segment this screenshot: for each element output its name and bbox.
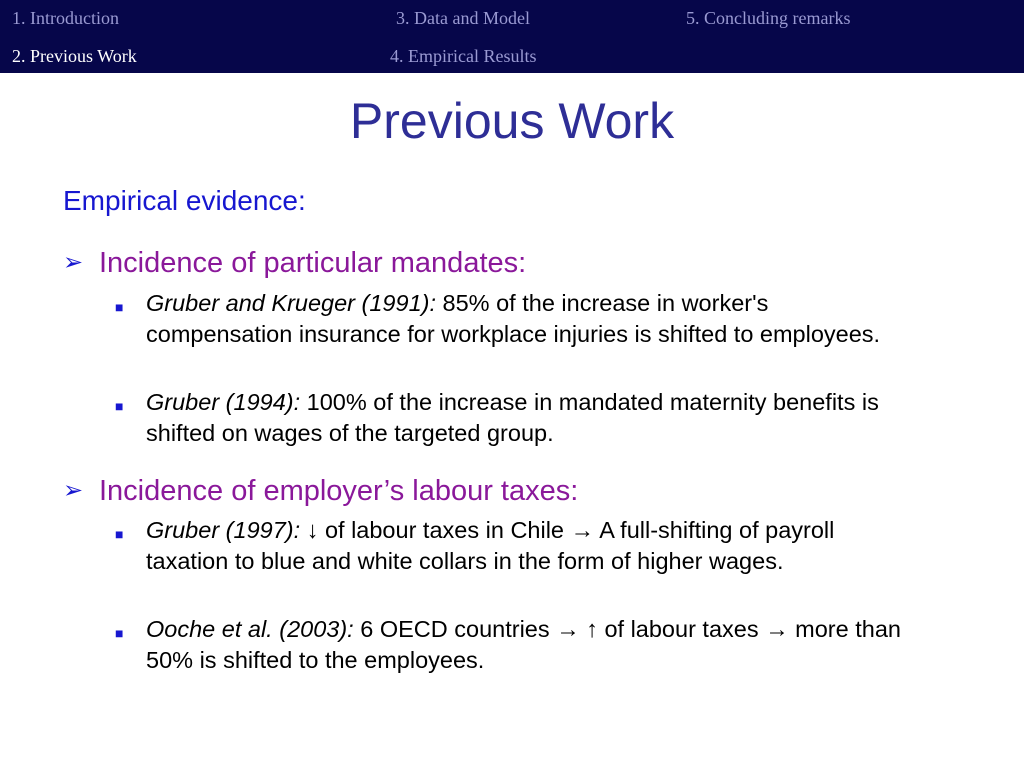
bullet-text: 100% of the increase in mandated maternity benefits is shifted on wages of the targeted group. — [146, 389, 879, 446]
bullet-item — [115, 387, 915, 449]
nav-item-data-and-model[interactable]: 3. Data and Model — [396, 8, 530, 28]
square-bullet-icon: ■ — [115, 625, 124, 641]
nav-item-empirical-results[interactable]: 4. Empirical Results — [390, 46, 537, 66]
square-bullet-icon: ■ — [115, 398, 124, 414]
citation: Gruber and Krueger (1991): — [146, 290, 436, 316]
citation: Ooche et al. (2003): — [146, 616, 354, 642]
bullet-text: ↓ of labour taxes in Chile → A full-shifting of payroll taxation to blue and white collars in the form of higher wages. — [146, 517, 835, 574]
bullet-text: 6 OECD countries → ↑ of labour taxes → more than 50% is shifted to the employees. — [146, 616, 901, 673]
top-navigation-bar — [0, 0, 1024, 73]
arrow-bullet-icon: ➢ — [63, 477, 84, 504]
citation: Gruber (1997): — [146, 517, 301, 543]
bullet-group-heading — [63, 474, 578, 508]
bullet-item — [115, 614, 915, 676]
square-bullet-icon: ■ — [115, 299, 124, 315]
square-bullet-icon: ■ — [115, 526, 124, 542]
section-heading: Empirical evidence: — [63, 185, 306, 216]
bullet-group-heading-text: Incidence of particular mandates: — [99, 247, 527, 279]
arrow-bullet-icon: ➢ — [63, 249, 84, 276]
nav-item-concluding-remarks[interactable]: 5. Concluding remarks — [686, 8, 851, 28]
bullet-item — [115, 288, 915, 350]
bullet-item — [115, 515, 915, 577]
nav-item-introduction[interactable]: 1. Introduction — [12, 8, 119, 28]
slide-title: Previous Work — [349, 93, 675, 149]
bullet-group-heading-text: Incidence of employer’s labour taxes: — [99, 475, 579, 507]
bullet-group-heading — [63, 246, 526, 280]
bullet-text: 85% of the increase in worker's compensation insurance for workplace injuries is shifted to employees. — [146, 290, 881, 347]
citation: Gruber (1994): — [146, 389, 301, 415]
nav-item-previous-work[interactable]: 2. Previous Work — [12, 46, 137, 66]
